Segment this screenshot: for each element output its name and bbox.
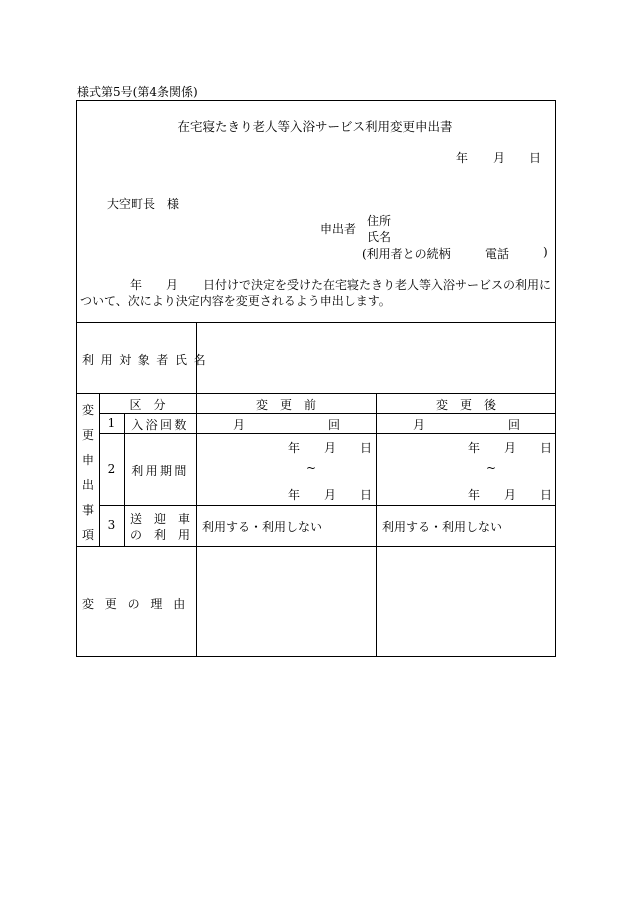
body-month: 月 xyxy=(166,278,179,292)
after-start-month: 月 xyxy=(504,441,517,455)
after-start-year: 年 xyxy=(468,441,481,455)
before-start-month: 月 xyxy=(324,441,337,455)
body-text-line1: 日付けで決定を受けた在宅寝たきり老人等入浴サービスの利用に xyxy=(203,278,552,292)
name-label: 氏名 xyxy=(367,230,392,244)
row-label-transport-line2: の 利 用 xyxy=(130,528,191,542)
document-title: 在宅寝たきり老人等入浴サービス利用変更申出書 xyxy=(177,119,453,134)
row-number: 1 xyxy=(107,416,116,430)
before-start-day: 日 xyxy=(360,441,373,455)
row-number: 2 xyxy=(107,462,116,476)
change-item-char: 事 xyxy=(82,503,95,517)
header-before: 変 更 前 xyxy=(255,398,316,412)
table-row-border xyxy=(76,393,556,394)
header-category: 区 分 xyxy=(129,398,166,412)
form-number: 様式第5号(第4条関係) xyxy=(77,85,198,99)
target-name-label: 利用対象者氏名 xyxy=(82,353,213,367)
table-row-border xyxy=(76,546,556,547)
form-frame xyxy=(76,100,556,657)
after-end-year: 年 xyxy=(468,488,481,502)
change-item-char: 出 xyxy=(82,478,95,492)
change-item-char: 変 xyxy=(82,403,95,417)
row-number: 3 xyxy=(107,518,116,532)
table-row-border xyxy=(99,413,556,414)
row-label-usage-period: 利用期間 xyxy=(131,464,189,478)
address-label: 住所 xyxy=(367,214,392,228)
reason-label: 変更の理由 xyxy=(82,597,197,611)
body-year: 年 xyxy=(130,278,143,292)
table-col-border xyxy=(376,393,377,657)
relation-label: (利用者との続柄 xyxy=(362,247,451,261)
after-transport-option: 利用する・利用しない xyxy=(382,520,503,534)
before-start-year: 年 xyxy=(288,441,301,455)
body-text-line2: ついて、次により決定内容を変更されるよう申出します。 xyxy=(80,294,391,308)
date-day: 日 xyxy=(529,151,542,165)
table-top-border xyxy=(76,322,556,323)
before-end-day: 日 xyxy=(360,488,373,502)
header-after: 変 更 後 xyxy=(435,398,496,412)
before-month: 月 xyxy=(233,418,246,432)
table-row-border xyxy=(99,505,556,506)
row-label-bathing-count: 入浴回数 xyxy=(131,418,189,432)
table-col-border xyxy=(196,322,197,657)
applicant-label: 申出者 xyxy=(320,222,357,236)
before-tilde: ~ xyxy=(306,461,317,475)
close-paren: ) xyxy=(543,245,548,259)
change-item-char: 項 xyxy=(82,528,95,542)
addressee: 大空町長 様 xyxy=(107,197,180,211)
before-end-year: 年 xyxy=(288,488,301,502)
date-year: 年 xyxy=(456,151,469,165)
change-item-char: 更 xyxy=(82,428,95,442)
after-tilde: ~ xyxy=(486,461,497,475)
date-month: 月 xyxy=(493,151,506,165)
table-row-border xyxy=(99,433,556,434)
before-times: 回 xyxy=(328,418,341,432)
change-item-char: 申 xyxy=(82,453,95,467)
before-end-month: 月 xyxy=(324,488,337,502)
row-label-transport-line1: 送 迎 車 xyxy=(130,512,191,526)
before-transport-option: 利用する・利用しない xyxy=(202,520,323,534)
after-month: 月 xyxy=(413,418,426,432)
after-start-day: 日 xyxy=(540,441,553,455)
after-times: 回 xyxy=(508,418,521,432)
phone-label: 電話 xyxy=(485,247,510,261)
after-end-month: 月 xyxy=(504,488,517,502)
after-end-day: 日 xyxy=(540,488,553,502)
